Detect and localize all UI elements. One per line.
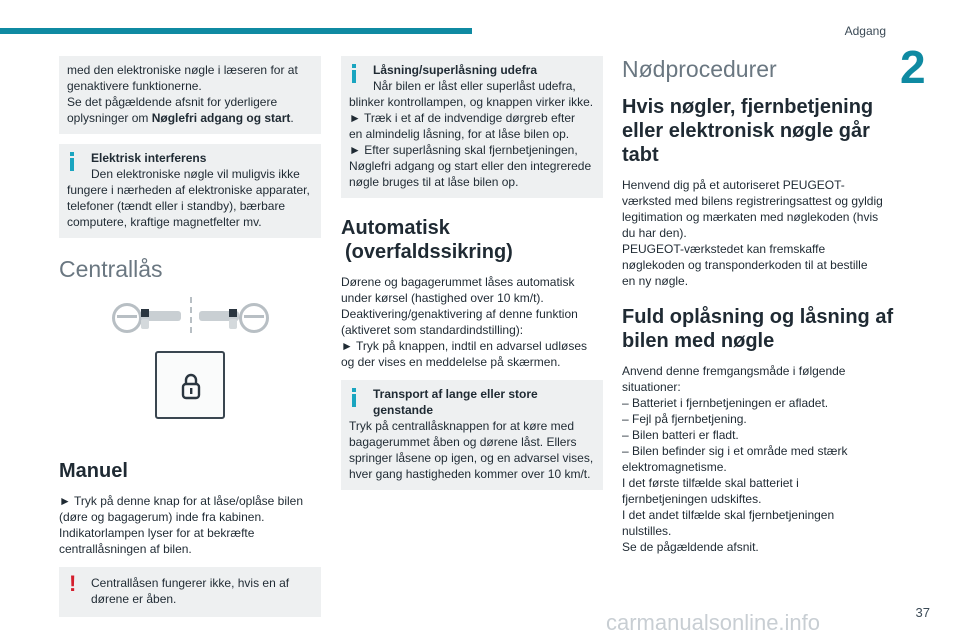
info-line: fungere i nærheden af elektroniske apparater, bbox=[67, 183, 310, 197]
info-line: computere, kraftige magnetfelter mv. bbox=[67, 215, 262, 229]
interference-info-box bbox=[59, 144, 321, 238]
central-lock-illustration bbox=[59, 297, 321, 437]
lock-button-marker-icon bbox=[229, 309, 237, 317]
p2-line: – Bilen befinder sig i et område med stærk bbox=[622, 444, 848, 458]
lost-keys-paragraph bbox=[622, 177, 894, 289]
steering-wheel-icon bbox=[239, 303, 269, 333]
info-line: Den elektroniske nøgle vil muligvis ikke bbox=[91, 167, 300, 181]
info-icon bbox=[352, 64, 356, 83]
auto-line: under kørsel (hastighed over 10 km/t). bbox=[341, 291, 544, 305]
p1-line: Henvend dig på et autoriseret PEUGEOT- bbox=[622, 178, 845, 192]
info-icon bbox=[70, 152, 74, 171]
info-line: Tryk på centrallåsknappen for at køre med bbox=[349, 419, 574, 433]
column-2 bbox=[341, 56, 603, 500]
info-title: Transport af lange eller store bbox=[373, 387, 538, 401]
auto-line: Deaktivering/genaktivering af denne funktion bbox=[341, 307, 578, 321]
heading-automatisk bbox=[341, 216, 603, 264]
intro-line bbox=[67, 110, 313, 126]
p2-line: – Bilen batteri er fladt. bbox=[622, 428, 739, 442]
steering-wheel-icon bbox=[112, 303, 142, 333]
transport-info-box bbox=[341, 380, 603, 490]
auto-line: ► Tryk på knappen, indtil en advarsel udløses bbox=[341, 339, 588, 353]
column-1 bbox=[59, 56, 321, 627]
automatisk-paragraph bbox=[341, 274, 603, 370]
info-title: Låsning/superlåsning udefra bbox=[373, 63, 538, 77]
p2-line: Se de pågældende afsnit. bbox=[622, 540, 759, 554]
p2-line: Anvend denne fremgangsmåde i følgende bbox=[622, 364, 846, 378]
pointing-hand-icon bbox=[229, 319, 237, 329]
auto-line: og der vises en meddelelse på skærmen. bbox=[341, 355, 561, 369]
pointing-hand-icon bbox=[141, 319, 149, 329]
key-unlock-paragraph bbox=[622, 363, 894, 555]
section-title-centrallaas: Centrallås bbox=[59, 256, 163, 282]
intro-line: genaktivere funktionerne. bbox=[67, 79, 202, 93]
top-accent-bar bbox=[0, 28, 472, 34]
info-line: ► Efter superlåsning skal fjernbetjeningen, bbox=[349, 143, 578, 157]
info-line: Når bilen er låst eller superlåst udefra, bbox=[373, 79, 576, 93]
p2-line: nulstilles. bbox=[622, 524, 672, 538]
intro-line: Se det pågældende afsnit for yderligere bbox=[67, 95, 278, 109]
info-title: Elektrisk interferens bbox=[91, 151, 207, 165]
auto-line: Dørene og bagagerummet låses automatisk bbox=[341, 275, 575, 289]
section-title-noedprocedurer: Nødprocedurer bbox=[622, 56, 777, 82]
padlock-icon bbox=[181, 372, 201, 400]
p1-line: PEUGEOT-værkstedet kan fremskaffe bbox=[622, 242, 826, 256]
p2-line: fjernbetjeningen udskiftes. bbox=[622, 492, 762, 506]
warning-exclamation-icon: ! bbox=[69, 571, 77, 596]
p1-line: legitimation og mærkaten med nøglekoden (hvis bbox=[622, 210, 879, 224]
info-line: hver gang hastigheden kommer over 10 km/t. bbox=[349, 467, 591, 481]
auto-line: (aktiveret som standardindstilling): bbox=[341, 323, 524, 337]
illustration-divider bbox=[190, 297, 192, 333]
intro-text: oplysninger om bbox=[67, 111, 152, 125]
intro-note-box bbox=[59, 56, 321, 134]
info-line: ► Træk i et af de indvendige dørgreb efter bbox=[349, 111, 575, 125]
heading-manuel: Manuel bbox=[59, 460, 128, 482]
watermark: carmanualsonline.info bbox=[606, 610, 821, 635]
warning-line: Centrallåsen fungerer ikke, hvis en af bbox=[91, 576, 290, 590]
info-line: springer låsene op igen, og en advarsel vises, bbox=[349, 451, 594, 465]
info-line: en almindelig låsning, for at låse bilen op. bbox=[349, 127, 570, 141]
lock-button-marker-icon bbox=[141, 309, 149, 317]
p1-line: værksted med bilens registreringsattest og gyldig bbox=[622, 194, 883, 208]
p2-line: – Batteriet i fjernbetjeningen er afladet. bbox=[622, 396, 829, 410]
warning-box bbox=[59, 567, 321, 617]
p2-line: elektromagnetisme. bbox=[622, 460, 727, 474]
info-line: bagagerummet åben og dørene låst. Ellers bbox=[349, 435, 577, 449]
p1-line: en ny nøgle. bbox=[622, 274, 689, 288]
p2-line: – Fejl på fjernbetjening. bbox=[622, 412, 747, 426]
manuel-line: ► Tryk på denne knap for at låse/oplåse bilen bbox=[59, 494, 304, 508]
chapter-number: 2 bbox=[900, 41, 926, 93]
info-line: telefoner (tændt eller i standby), bærbare bbox=[67, 199, 286, 213]
manuel-line: Indikatorlampen lyser for at bekræfte bbox=[59, 526, 255, 540]
intro-line: med den elektroniske nøgle i læseren for at bbox=[67, 63, 298, 77]
heading-key-unlock: Fuld oplåsning og låsning af bilen med nøgle bbox=[622, 306, 894, 352]
p2-line: I det første tilfælde skal batteriet i bbox=[622, 476, 799, 490]
info-line: nøgle bruges til at låse bilen op. bbox=[349, 175, 519, 189]
section-name: Adgang bbox=[844, 24, 886, 38]
page-number: 37 bbox=[915, 605, 930, 620]
info-title: genstande bbox=[373, 403, 434, 417]
manuel-line: centrallåsningen af bilen. bbox=[59, 542, 192, 556]
heading-lost-keys: Hvis nøgler, fjernbetjening eller elektronisk nøgle går tabt bbox=[622, 96, 874, 166]
p1-line: nøglekoden og transponderkoden til at bestille bbox=[622, 258, 868, 272]
warning-line: dørene er åben. bbox=[91, 592, 177, 606]
intro-bold-link: Nøglefri adgang og start bbox=[151, 111, 291, 125]
p2-line: I det andet tilfælde skal fjernbetjeningen bbox=[622, 508, 835, 522]
info-line: Nøglefri adgang og start eller den integrerede bbox=[349, 159, 592, 173]
heading-line: Automatisk bbox=[341, 217, 450, 239]
outside-lock-info-box bbox=[341, 56, 603, 198]
p1-line: du har den). bbox=[622, 226, 687, 240]
heading-line: (overfaldssikring) bbox=[345, 241, 513, 263]
info-icon bbox=[352, 388, 356, 407]
info-line: blinker kontrollampen, og knappen virker ikke. bbox=[349, 95, 594, 109]
p2-line: situationer: bbox=[622, 380, 681, 394]
column-3 bbox=[622, 56, 894, 565]
intro-tail: . bbox=[290, 111, 294, 125]
manuel-paragraph bbox=[59, 493, 321, 557]
central-lock-button bbox=[155, 351, 225, 419]
manuel-line: (døre og bagagerum) inde fra kabinen. bbox=[59, 510, 265, 524]
